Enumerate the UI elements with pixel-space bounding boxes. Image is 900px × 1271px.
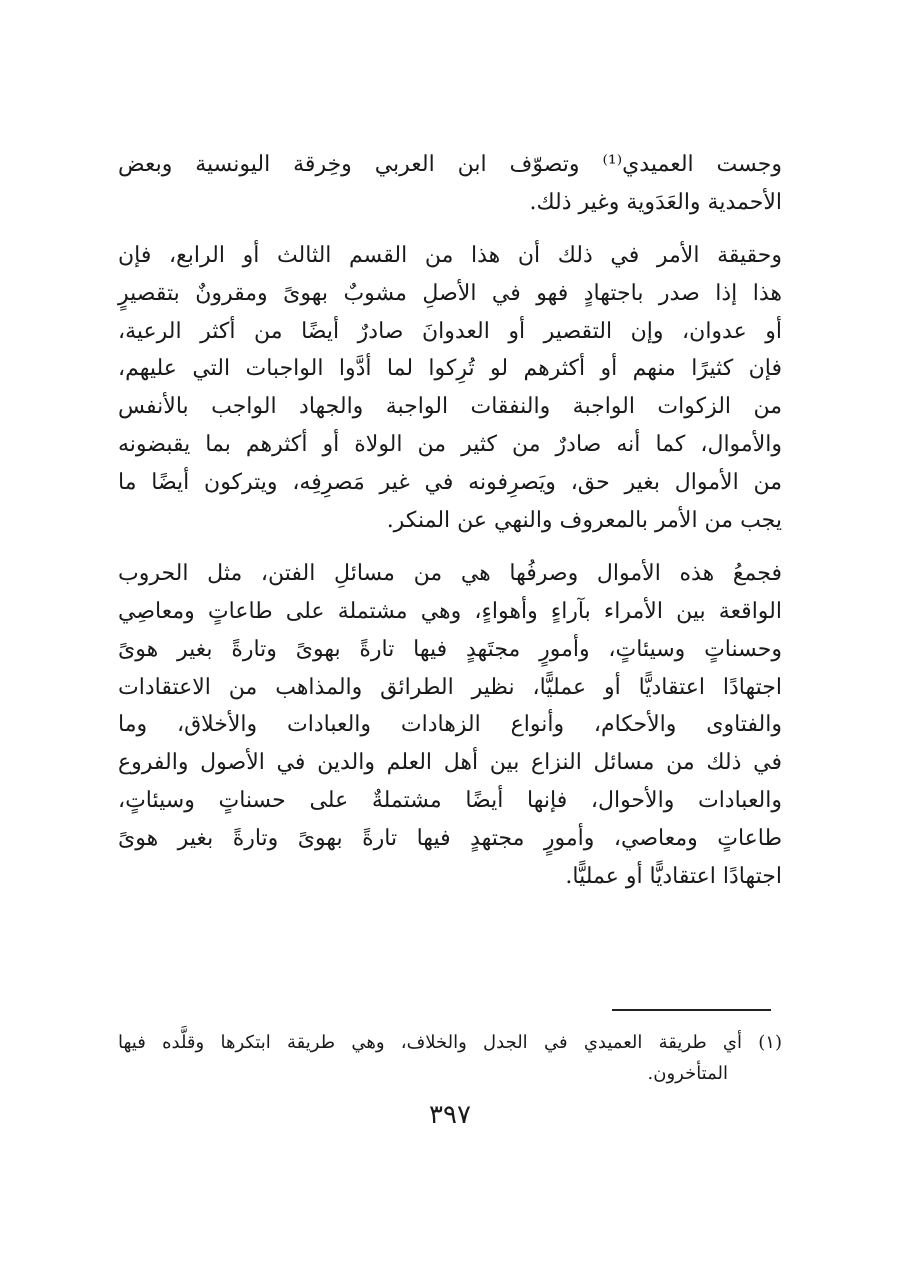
text-line: هذا إذا صدر باجتهادٍ فهو في الأصلِ مشوبٌ بهوىً ومقرونٌ بتقصيرٍ	[118, 280, 782, 306]
text-line: وجست العميدي⁽¹⁾ وتصوّف ابن العربي وخِرقة اليونسية وبعض	[118, 152, 783, 177]
footnote	[118, 1027, 782, 1089]
page-number: ٣٩٧	[429, 1100, 471, 1130]
text-line: فإن كثيرًا منهم أو أكثرهم لو تُرِكوا لما أدَّوا الواجبات التي عليهم،	[118, 356, 782, 382]
text-line: وحقيقة الأمر في ذلك أن هذا من القسم الثالث أو الرابع، فإن	[118, 242, 782, 268]
text-line: الأحمدية والعَدَوية وغير ذلك.	[529, 189, 782, 215]
text-line: طاعاتٍ ومعاصي، وأمورٍ مجتهدٍ فيها تارةً بهوىً وتارةً بغير هوىً	[118, 826, 782, 852]
text-line: اجتهادًا اعتقاديًّا أو عمليًّا.	[565, 864, 782, 890]
text-line: والأموال، كما أنه صادرٌ من كثير من الولاة أو أكثرهم بما يقبضونه	[118, 432, 782, 458]
text-line: والفتاوى والأحكام، وأنواع الزهادات والعبادات والأخلاق، وما	[118, 712, 782, 738]
text-line: من الزكوات الواجبة والنفقات الواجبة والجهاد الواجب بالأنفس	[118, 394, 782, 420]
text-line: والعبادات والأحوال، فإنها أيضًا مشتملةٌ على حسناتٍ وسيئاتٍ،	[118, 788, 782, 814]
paragraph-2	[118, 237, 782, 540]
text-line: أو عدوان، وإن التقصير أو العدوانَ صادرٌ أيضًا من أكثر الرعية،	[118, 318, 782, 344]
text-line: يجب من الأمر بالمعروف والنهي عن المنكر.	[386, 508, 782, 534]
footnote-divider	[612, 1009, 771, 1011]
text-line: في ذلك من مسائل النزاع بين أهل العلم والدين في الأصول والفروع	[118, 750, 782, 776]
footnote-line: (١) أي طريقة العميدي في الجدل والخلاف، وهي طريقة ابتكرها وقلَّده فيها	[118, 1032, 782, 1053]
paragraph-1	[118, 146, 782, 222]
text-line: من الأموال بغير حق، ويَصرِفونه في غير مَصرِفِه، ويتركون أيضًا ما	[118, 470, 782, 496]
text-line: الواقعة بين الأمراء بآراءٍ وأهواءٍ، وهي مشتملة على طاعاتٍ ومعاصِي	[118, 598, 782, 624]
text-line: فجمعُ هذه الأموال وصرفُها هي من مسائلِ الفتن، مثل الحروب	[118, 560, 782, 586]
paragraph-3	[118, 555, 782, 896]
text-line: اجتهادًا اعتقاديًّا أو عمليًّا، نظير الطرائق والمذاهب من الاعتقادات	[118, 674, 782, 700]
main-text	[118, 146, 782, 911]
text-line: وحسناتٍ وسيئاتٍ، وأمورٍ مجتَهدٍ فيها تارةً بهوىً وتارةً بغير هوىً	[118, 636, 782, 662]
footnote-line: المتأخرون.	[647, 1063, 728, 1084]
